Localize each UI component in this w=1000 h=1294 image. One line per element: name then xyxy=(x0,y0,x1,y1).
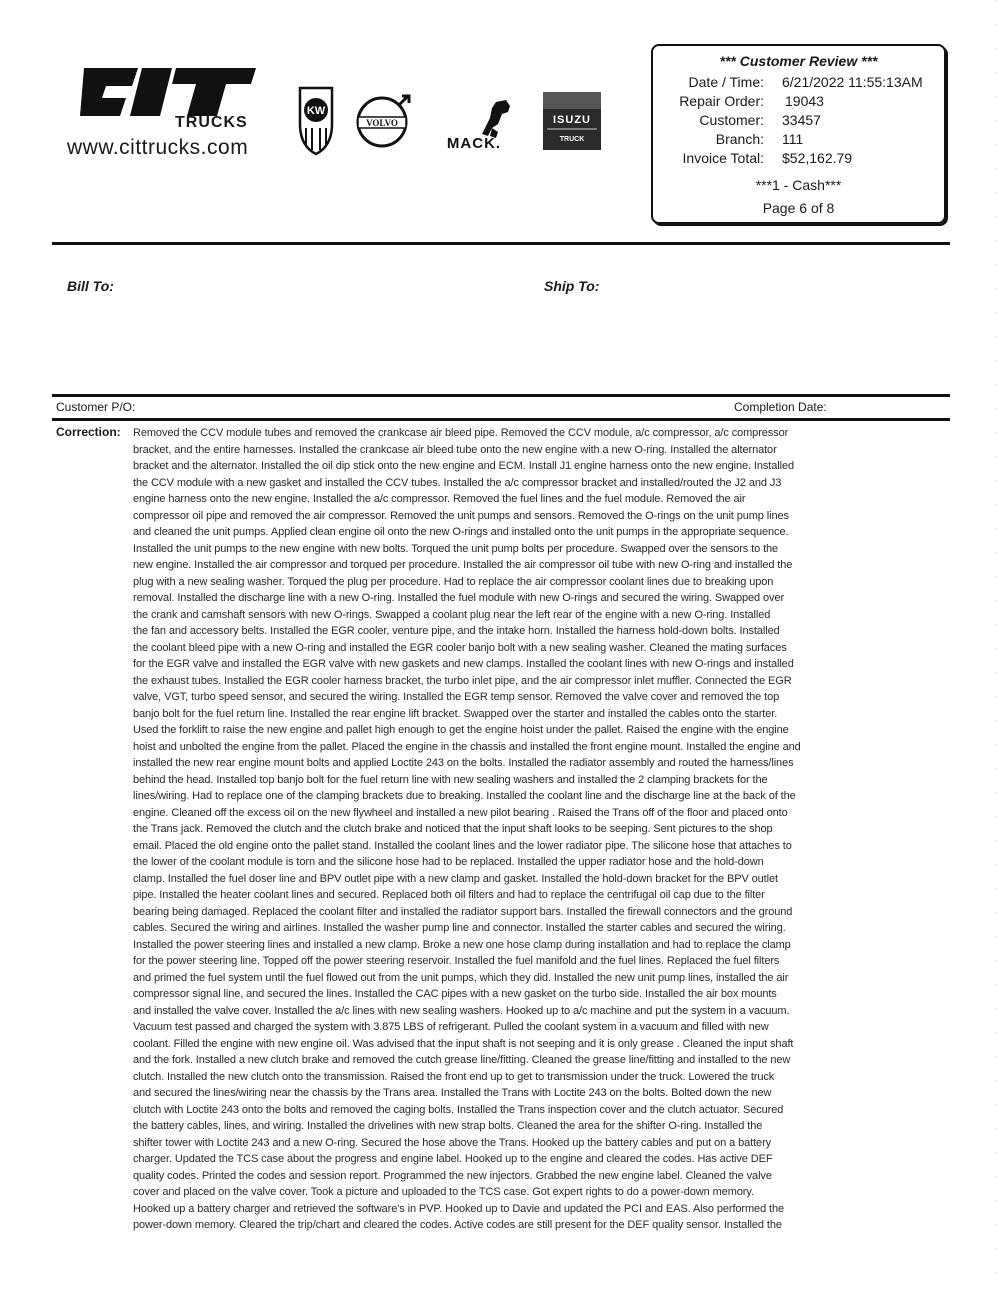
correction-line: pipe. Installed the heater coolant lines and secured. Replaced both oil filters and had to replace the centrifugal oil cap due to the filter xyxy=(133,889,765,901)
correction-line: power-down memory. Cleared the trip/chart and cleared the codes. Active codes are still present for the DEF quality sensor. Installed the xyxy=(133,1219,782,1231)
correction-line: the CCV module with a new gasket and installed the CCV tubes. Installed the a/c compressor bracket and installed/routed the J2 and J3 xyxy=(133,476,782,489)
mack-text: MACK. xyxy=(446,135,502,150)
correction-line: and secured the lines/wiring near the chassis by the Trans area. Installed the Trans with Loctite 243 on the bolts. Bolted down the new xyxy=(133,1087,772,1099)
correction-line: charger. Updated the TCS case about the progress and engine label. Hooked up to the engine and cleared the codes. Has active DEF xyxy=(133,1153,773,1165)
correction-line: and installed the valve cover. Installed the a/c lines with new sealing washers. Hooked up to a/c machine and put the system in a vacuum. xyxy=(133,1004,790,1017)
correction-line: banjo bolt for the fuel return line. Installed the rear engine lift bracket. Swapped over the starter and installed the cables onto the starter. xyxy=(133,707,778,720)
branch-value: 111 xyxy=(782,131,804,147)
correction-text xyxy=(133,425,833,1234)
page-number: Page 6 of 8 xyxy=(762,200,835,216)
correction-line: plug with a new sealing washer. Torqued the plug per procedure. Had to replace the air compressor coolant lines due to breaking upon xyxy=(133,575,774,588)
isuzu-logo xyxy=(543,92,601,150)
correction-line: email. Placed the old engine onto the pallet stand. Installed the coolant lines and the lower radiator pipe. The silicone hose that attaches to xyxy=(133,839,792,852)
order-divider xyxy=(52,418,950,421)
correction-line: lines/wiring. Had to replace one of the clamping brackets due to breaking. Installed the coolant line and the discharge line at the back of the xyxy=(133,790,796,802)
branch-label: Branch: xyxy=(715,131,764,147)
correction-line: the battery cables, lines, and wiring. Installed the drivelines with new strap bolts. Cleaned the area for the shifter O-ring. Installed the xyxy=(133,1120,763,1132)
scan-margin-marks xyxy=(994,0,998,1294)
repair-order-label: Repair Order: xyxy=(679,93,764,109)
correction-line: engine harness onto the new engine. Installed the a/c compressor. Removed the fuel lines and the fuel module. Removed the air xyxy=(133,493,746,505)
correction-line: and primed the fuel system until the fuel flowed out from the unit pumps, which they did. Installed the new unit pump lines, installed the air xyxy=(133,971,789,984)
correction-line: for the EGR valve and installed the EGR valve with new gaskets and new clamps. Installed the coolant lines with new O-rings and installed xyxy=(133,658,794,670)
address-divider xyxy=(52,394,950,397)
isuzu-sub: TRUCK xyxy=(559,136,585,143)
correction-line: the exhaust tubes. Installed the EGR cooler harness bracket, the turbo inlet pipe, and the air compressor inlet muffler. Connected the EGR xyxy=(133,674,792,687)
isuzu-text: ISUZU xyxy=(553,114,591,126)
correction-line: for the power steering line. Topped off the power steering reservoir. Installed the fuel manifold and the fuel lines. Replaced the fuel filters xyxy=(133,955,780,967)
correction-line: the Trans jack. Removed the clutch and the clutch brake and noticed that the input shaft looks to be seeping. Sent pictures to the shop xyxy=(133,823,773,835)
header-divider xyxy=(52,242,950,245)
customer-value: 33457 xyxy=(782,112,821,128)
customer-label: Customer: xyxy=(699,112,764,128)
correction-line: bracket, and the entire harnesses. Installed the crankcase air bleed tube onto the new engine with a new O-ring. Installed the alternator xyxy=(133,443,777,456)
correction-line: the fan and accessory belts. Installed the EGR cooler, venture pipe, and the intake horn. Installed the harness hold-down bolts. Installed xyxy=(133,625,780,637)
correction-line: cover and placed on the valve cover. Took a picture and uploaded to the TCS case. Got expert rights to do a power-down memory. xyxy=(133,1186,754,1198)
completion-date-label: Completion Date: xyxy=(734,400,827,414)
volvo-logo xyxy=(352,90,414,152)
correction-line: valve, VGT, turbo speed sensor, and secured the wiring. Installed the EGR temp sensor. Removed the valve cover and removed the top xyxy=(133,691,780,703)
review-title: *** Customer Review *** xyxy=(719,53,878,69)
correction-line: clamp. Installed the fuel doser line and BPV outlet pipe with a new clamp and gasket. Installed the hold-down bracket for the BPV outlet xyxy=(133,872,778,885)
correction-line: and cleaned the unit pumps. Applied clean engine oil onto the new O-rings and installed onto the unit pumps in the appropriate sequence. xyxy=(133,526,789,538)
trucks-wordmark: TRUCKS xyxy=(175,114,248,131)
correction-line: installed the new rear engine mount bolts and applied Loctite 243 on the bolts. Installed the radiator assembly and routed the harness/lines xyxy=(133,757,794,769)
correction-line: removal. Installed the discharge line with a new O-ring. Installed the fuel module with new O-rings and secured the wiring. Swapped over xyxy=(133,592,785,604)
ship-to-label: Ship To: xyxy=(544,278,600,294)
correction-line: behind the head. Installed top banjo bolt for the fuel return line with new sealing washers and installed the 2 clamping brackets for the xyxy=(133,773,768,786)
date-time-value: 6/21/2022 11:55:13AM xyxy=(782,74,923,90)
correction-line: and the fork. Installed a new clutch brake and removed the cutch grease line/fitting. Cleaned the grease line/fitting and installed to the new xyxy=(133,1054,791,1066)
correction-line: the crank and camshaft sensors with new O-rings. Swapped a coolant plug near the left rear of the engine with a new O-ring. Installed xyxy=(133,608,771,621)
website-url: www.cittrucks.com xyxy=(67,136,249,159)
correction-line: shifter tower with Loctite 243 and a new O-ring. Secured the hose above the Trans. Hooked up the battery cables and put on a battery xyxy=(133,1136,772,1149)
kw-text: KW xyxy=(306,105,326,117)
mack-logo xyxy=(426,98,522,150)
correction-line: the lower of the coolant module is torn and the silicone hose had to be replaced. Installed the upper radiator hose and the hold-down xyxy=(133,856,764,868)
volvo-text: VOLVO xyxy=(366,118,398,128)
correction-line: engine. Cleaned off the excess oil on the new flywheel and installed a new pilot bearing . Raised the Trans off of the floor and placed onto xyxy=(133,806,788,819)
kenworth-logo xyxy=(296,84,336,156)
correction-line: bearing being damaged. Replaced the coolant filter and installed the radiator support bars. Installed the firewall connectors and the ground xyxy=(133,905,793,918)
correction-line: bracket and the alternator. Installed the oil dip stick onto the new engine and ECM. Install J1 engine harness onto the new engine. Installed xyxy=(133,460,794,472)
bill-to-label: Bill To: xyxy=(67,278,114,294)
correction-line: hoist and unbolted the engine from the pallet. Placed the engine in the chassis and installed the front engine mount. Installed the engine and xyxy=(133,740,801,753)
correction-line: Used the forklift to raise the new engine and pallet high enough to get the engine hoist under the pallet. Raised the engine with the engine xyxy=(133,724,789,736)
correction-line: clutch. Installed the new clutch onto the transmission. Raised the front end up to get to transmission under the truck. Lowered the truck xyxy=(133,1070,775,1083)
correction-line: new engine. Installed the air compressor and torqued per procedure. Installed the air compressor oil tube with new O-ring and installed the xyxy=(133,559,793,571)
correction-line: compressor signal line, and secured the lines. Installed the CAC pipes with a new gasket on the turbo side. Installed the air box mounts xyxy=(133,988,777,1000)
correction-line: cables. Secured the wiring and airlines. Installed the washer pump line and connector. Installed the starter cables and secured the wiring. xyxy=(133,922,786,934)
invoice-total-label: Invoice Total: xyxy=(682,150,764,166)
invoice-total-value: $52,162.79 xyxy=(782,150,853,166)
correction-line: Removed the CCV module tubes and removed the crankcase air bleed pipe. Removed the CCV module, a/c compressor, a/c compressor xyxy=(133,427,789,439)
correction-line: coolant. Filled the engine with new engine oil. Was advised that the input shaft is not seeping and it is only grease . Cleaned the input shaft xyxy=(133,1037,794,1050)
correction-line: quality codes. Printed the codes and session report. Programmed the new injectors. Grabbed the new engine label. Cleaned the valve xyxy=(133,1169,772,1182)
date-time-label: Date / Time: xyxy=(688,74,764,90)
correction-line: Hooked up a battery charger and retrieved the software's in PVP. Hooked up to Davie and updated the PCI and EAS. Also performed the xyxy=(133,1202,785,1215)
correction-line: Vacuum test passed and charged the system with 3.875 LBS of refrigerant. Pulled the coolant system in a vacuum and filled with new xyxy=(133,1021,769,1033)
correction-label: Correction: xyxy=(56,425,121,439)
correction-line: clutch with Loctite 243 onto the bolts and removed the caging bolts. Installed the Trans inspection cover and the clutch actuator. Secured xyxy=(133,1103,784,1116)
repair-order-value: 19043 xyxy=(785,93,824,109)
correction-line: the coolant bleed pipe with a new O-ring and installed the EGR cooler banjo bolt with a new sealing washer. Cleaned the mating surfaces xyxy=(133,641,787,654)
correction-line: Installed the unit pumps to the new engine with new bolts. Torqued the unit pump bolts per procedure. Swapped over the sensors to the xyxy=(133,542,779,555)
correction-line: compressor oil pipe and removed the air compressor. Removed the unit pumps and sensors. Removed the O-rings on the unit pump lines xyxy=(133,509,789,522)
correction-line: Installed the power steering lines and installed a new clamp. Broke a new one hose clamp during installation and had to replace the clamp xyxy=(133,938,791,951)
customer-po-label: Customer P/O: xyxy=(56,400,136,414)
payment-type: ***1 - Cash*** xyxy=(755,177,842,193)
